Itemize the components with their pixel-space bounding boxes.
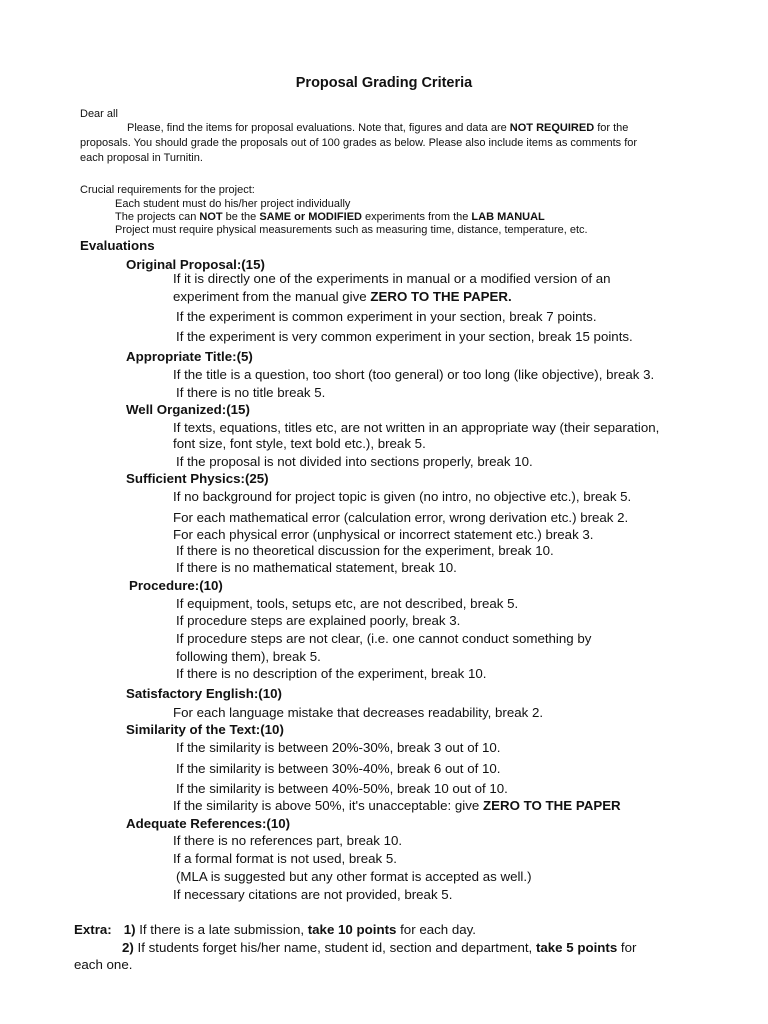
intro-line-1 <box>127 122 628 135</box>
references-item-2: If a formal format is not used, break 5. <box>173 851 397 866</box>
document-title: Proposal Grading Criteria <box>295 75 473 91</box>
item-text: If the similarity is above 50%, it's unacceptable: give <box>173 798 483 813</box>
extra-text: If there is a late submission, <box>135 922 308 937</box>
similarity-item-1: If the similarity is between 20%-30%, break 3 out of 10. <box>176 740 501 755</box>
procedure-item-3b: following them), break 5. <box>176 649 321 664</box>
physics-item-2: For each mathematical error (calculation error, wrong derivation etc.) break 2. <box>173 510 629 525</box>
references-item-3: (MLA is suggested but any other format is accepted as well.) <box>176 869 532 884</box>
extra-line-2 <box>122 940 636 955</box>
intro-line-2: proposals. You should grade the proposals out of 100 grades as below. Please also include items as comments for <box>80 137 638 149</box>
intro-line-3: each proposal in Turnitin. <box>80 152 203 164</box>
references-item-4: If necessary citations are not provided, break 5. <box>173 887 453 902</box>
procedure-item-1: If equipment, tools, setups etc, are not described, break 5. <box>176 596 519 611</box>
original-item-3: If the experiment is very common experiment in your section, break 15 points. <box>176 329 633 344</box>
physics-item-1: If no background for project topic is given (no intro, no objective etc.), break 5. <box>173 489 632 504</box>
extra-label: Extra: <box>74 922 112 937</box>
similarity-item-3: If the similarity is between 40%-50%, break 10 out of 10. <box>176 781 508 796</box>
req-text: The projects can <box>115 211 200 223</box>
extra-line-1 <box>74 922 476 937</box>
procedure-item-3a: If procedure steps are not clear, (i.e. one cannot conduct something by <box>176 631 592 646</box>
section-heading-original: Original Proposal:(15) <box>126 257 265 272</box>
original-item-1a: If it is directly one of the experiments in manual or a modified version of an <box>173 271 611 286</box>
extra-num-1: 1) <box>123 922 136 937</box>
organized-item-1b: font size, font style, text bold etc.), break 5. <box>173 436 426 451</box>
extra-emphasis: take 10 points <box>307 922 397 937</box>
original-item-1b <box>173 289 512 304</box>
crucial-heading: Crucial requirements for the project: <box>80 184 255 196</box>
item-emphasis: ZERO TO THE PAPER <box>483 798 621 813</box>
intro-text-end: for the <box>594 122 629 134</box>
organized-item-2: If the proposal is not divided into sections properly, break 10. <box>176 454 533 469</box>
req-text: experiments from the <box>361 211 472 223</box>
section-heading-similarity: Similarity of the Text:(10) <box>126 722 284 737</box>
physics-item-4: If there is no theoretical discussion for the experiment, break 10. <box>176 543 554 558</box>
evaluations-heading: Evaluations <box>80 238 155 253</box>
procedure-item-4: If there is no description of the experiment, break 10. <box>176 666 487 681</box>
section-heading-procedure: Procedure:(10) <box>129 578 223 593</box>
similarity-item-2: If the similarity is between 30%-40%, break 6 out of 10. <box>176 761 501 776</box>
extra-num-2: 2) <box>122 940 134 955</box>
section-heading-physics: Sufficient Physics:(25) <box>126 471 269 486</box>
title-item-1: If the title is a question, too short (too general) or too long (like objective), break 3. <box>173 367 655 382</box>
english-item-1: For each language mistake that decreases readability, break 2. <box>173 705 544 720</box>
item-emphasis: ZERO TO THE PAPER. <box>370 289 512 304</box>
req-text: be the <box>222 211 260 223</box>
references-item-1: If there is no references part, break 10. <box>173 833 403 848</box>
title-item-2: If there is no title break 5. <box>176 385 326 400</box>
greeting: Dear all <box>80 108 118 120</box>
crucial-req-3: Project must require physical measurements such as measuring time, distance, temperature, etc. <box>115 224 588 236</box>
item-text: experiment from the manual give <box>173 289 371 304</box>
extra-text-end: for <box>617 940 637 955</box>
section-heading-title: Appropriate Title:(5) <box>126 349 253 364</box>
extra-emphasis: take 5 points <box>535 940 618 955</box>
original-item-2: If the experiment is common experiment in your section, break 7 points. <box>176 309 597 324</box>
section-heading-references: Adequate References:(10) <box>126 816 291 831</box>
physics-item-3: For each physical error (unphysical or incorrect statement etc.) break 3. <box>173 527 594 542</box>
section-heading-english: Satisfactory English:(10) <box>126 686 282 701</box>
req-emphasis-manual: LAB MANUAL <box>471 211 545 223</box>
crucial-req-1: Each student must do his/her project individually <box>115 198 351 210</box>
intro-emphasis: NOT REQUIRED <box>509 122 595 134</box>
extra-text-end: for each day. <box>396 922 477 937</box>
req-emphasis-same: SAME or MODIFIED <box>259 211 362 223</box>
extra-text: If students forget his/her name, student id, section and department, <box>133 940 536 955</box>
section-heading-organized: Well Organized:(15) <box>126 402 250 417</box>
extra-line-3: each one. <box>74 957 133 972</box>
intro-text: Please, find the items for proposal evaluations. Note that, figures and data are <box>127 122 510 134</box>
req-emphasis-not: NOT <box>199 211 223 223</box>
crucial-req-2 <box>115 211 545 224</box>
physics-item-5: If there is no mathematical statement, break 10. <box>176 560 457 575</box>
procedure-item-2: If procedure steps are explained poorly, break 3. <box>176 613 461 628</box>
similarity-item-4 <box>173 798 621 813</box>
organized-item-1a: If texts, equations, titles etc, are not written in an appropriate way (their separation, <box>173 420 660 435</box>
